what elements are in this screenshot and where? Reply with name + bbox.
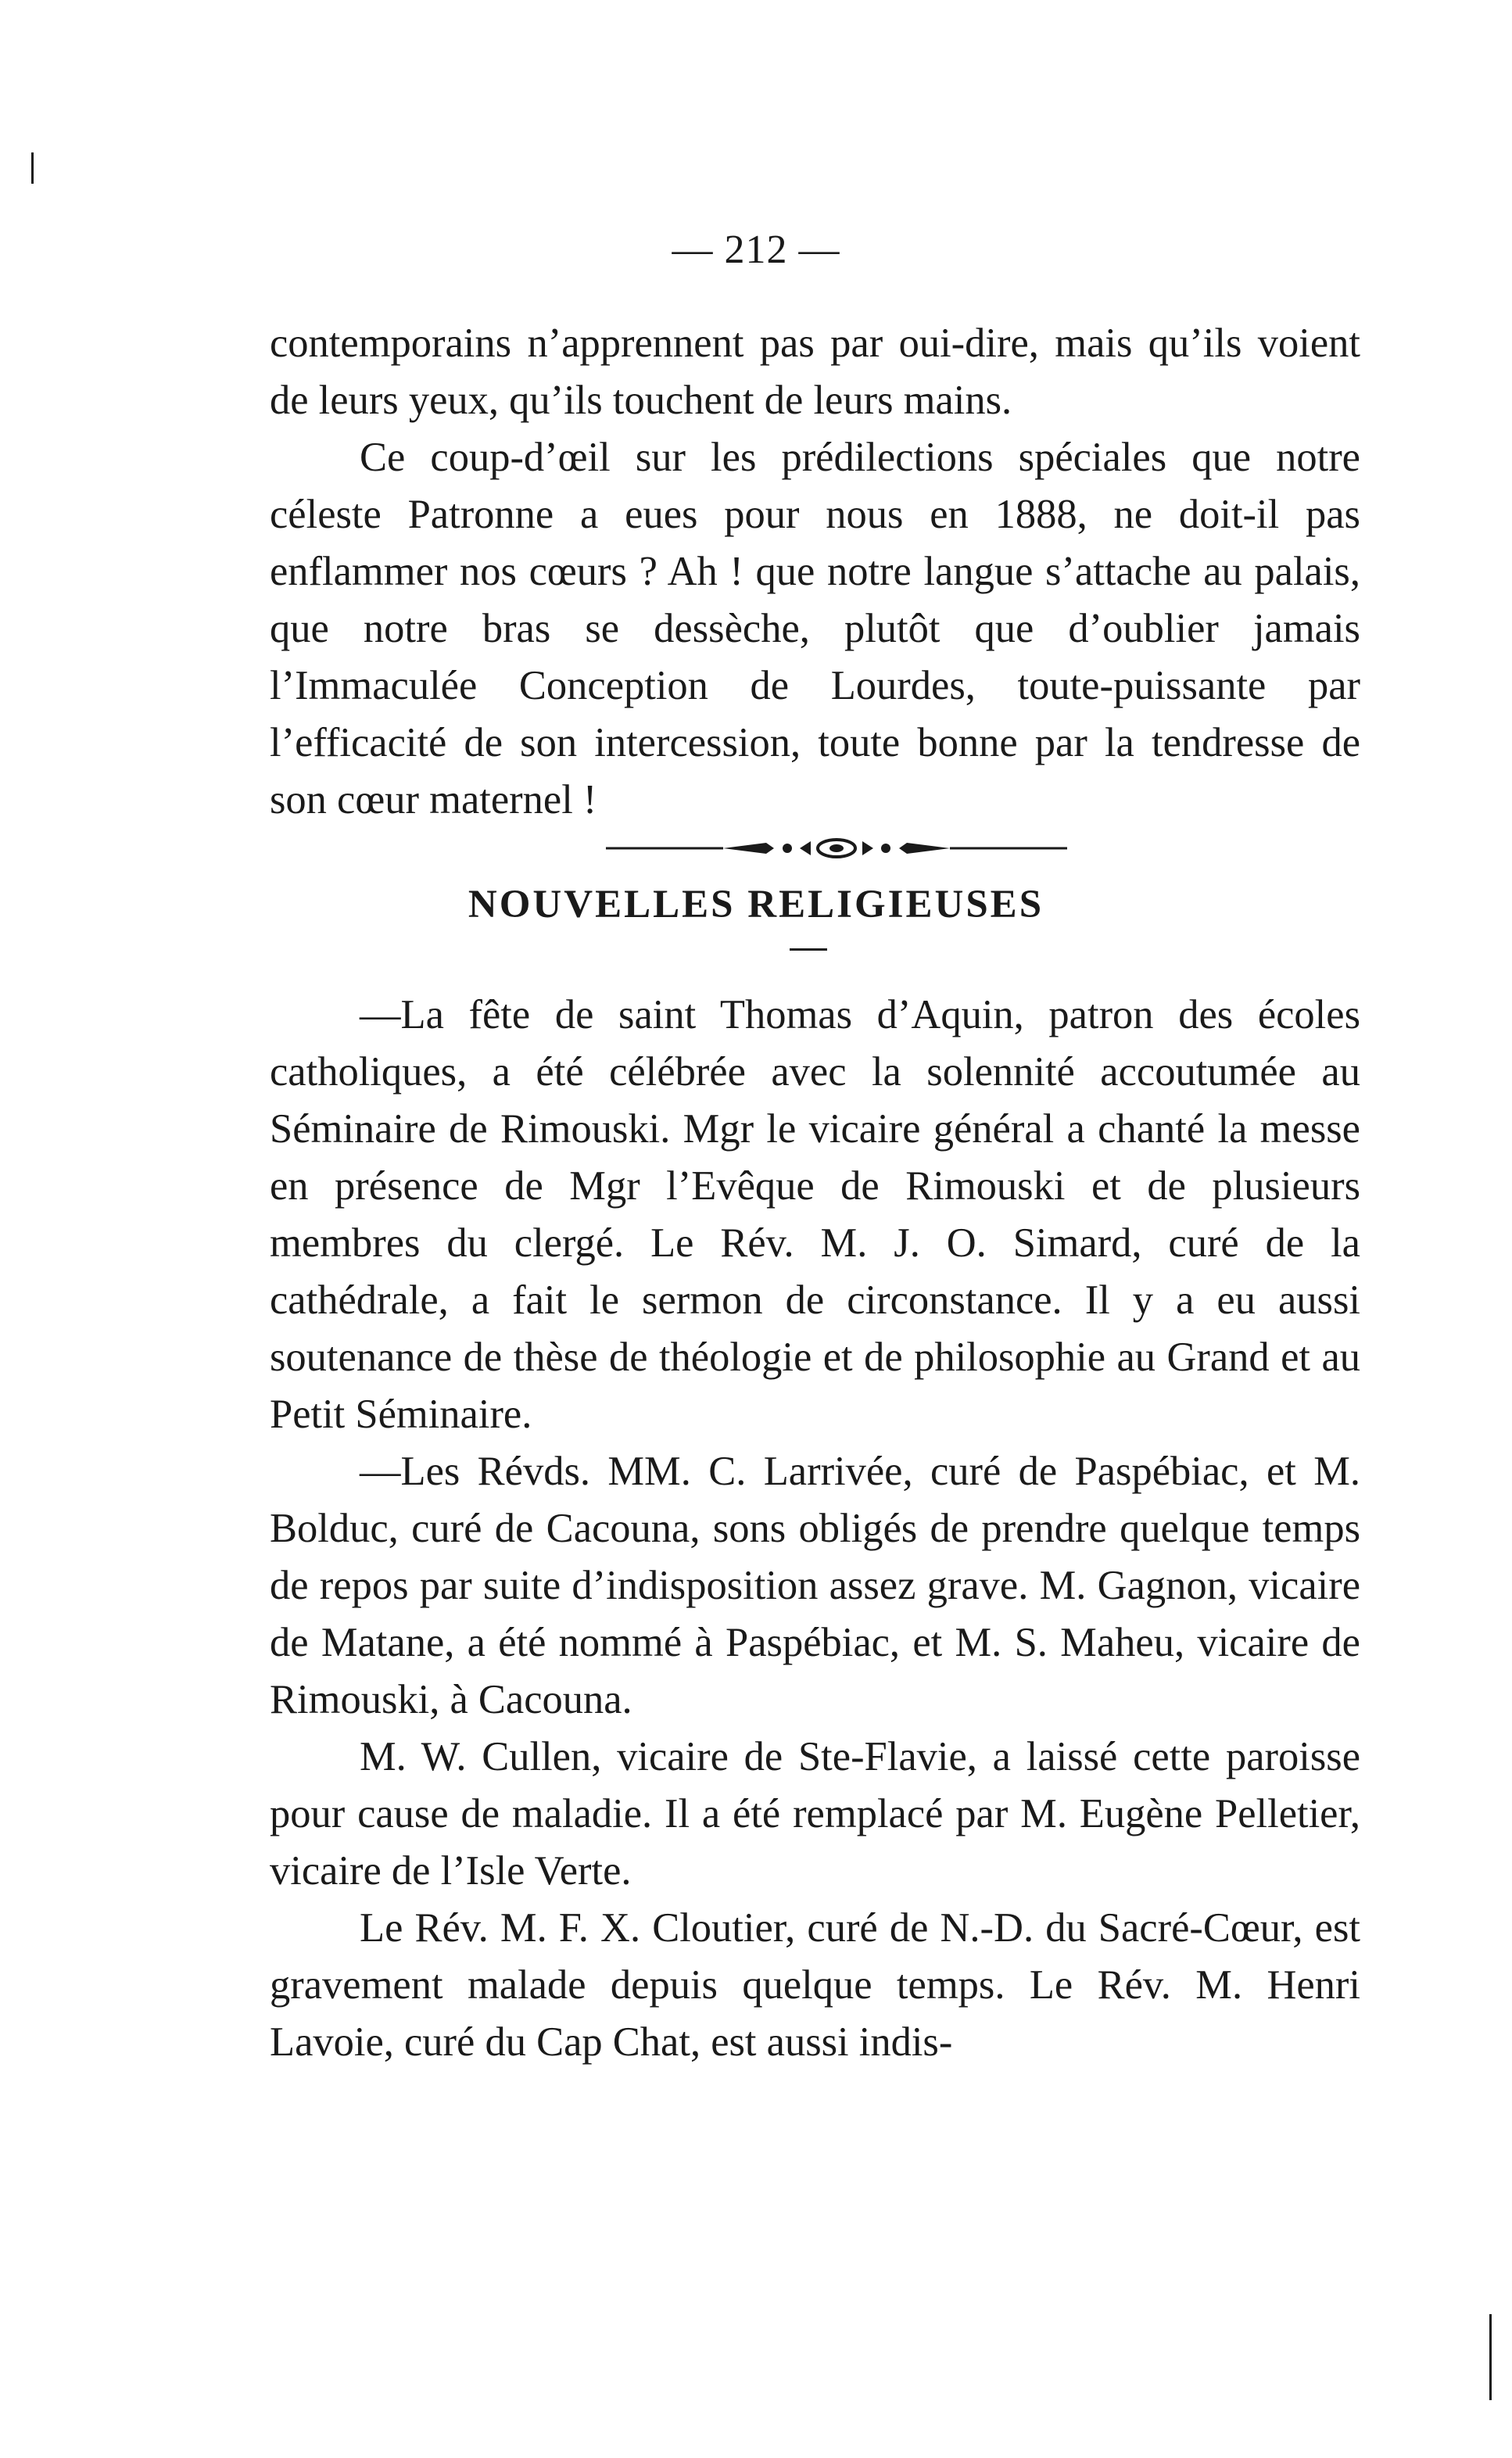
paragraph: M. W. Cullen, vicaire de Ste-Flavie, a laissé cette paroisse pour cause de maladie. Il a été remplacé par M. Eugène Pelletier, vicaire de l’Isle Verte. [270,1734,1360,1894]
paragraph: Ce coup-d’œil sur les prédilections spéciales que notre céleste Patronne a eues pour nous en 1888, ne doit-il pas enflammer nos cœurs ? Ah ! que notre langue s’attache au palais, que notre bras se dessèche, plutôt que d’oublier jamais l’Immaculée Conception de Lourdes, toute-puissante par l’efficacité de son intercession, toute bonne par la tendresse de son cœur maternel ! [270,435,1360,822]
scan-mark-right [1489,2314,1492,2400]
paragraph-continuation: contemporains n’apprennent pas par oui-dire, mais qu’ils voient de leurs yeux, qu’ils touchent de leurs mains. [270,321,1360,423]
paragraph: Le Rév. M. F. X. Cloutier, curé de N.-D. du Sacré-Cœur, est gravement malade depuis quelque temps. Le Rév. M. Henri Lavoie, curé du Cap Chat, est aussi indis- [270,1905,1360,2065]
section-title: NOUVELLES RELIGIEUSES [468,883,1044,926]
paragraph: —Les Révds. MM. C. Larrivée, curé de Paspébiac, et M. Bolduc, curé de Cacouna, sons obligés de prendre quelque temps de repos par suite d’indisposition assez grave. M. Gagnon, vicaire de Matane, a été nommé à Paspébiac, et M. S. Maheu, vicaire de Rimouski, à Cacouna. [270,1449,1360,1722]
paragraph: —La fête de saint Thomas d’Aquin, patron des écoles catholiques, a été célébrée avec la solennité accoutumée au Séminaire de Rimouski. Mgr le vicaire général a chanté la messe en présence de Mgr l’Evêque de Rimouski et de plusieurs membres du clergé. Le Rév. M. J. O. Simard, curé de la cathédrale, a fait le sermon de circonstance. Il y a eu aussi soutenance de thèse de théologie et de philosophie au Grand et au Petit Séminaire. [270,992,1360,1437]
scan-mark-left [31,152,34,184]
body-text-top [270,315,1360,829]
body-text-news [270,987,1360,2071]
page-number: — 212 — [672,228,840,272]
section-ornament [606,835,1067,862]
title-dash [790,948,827,951]
